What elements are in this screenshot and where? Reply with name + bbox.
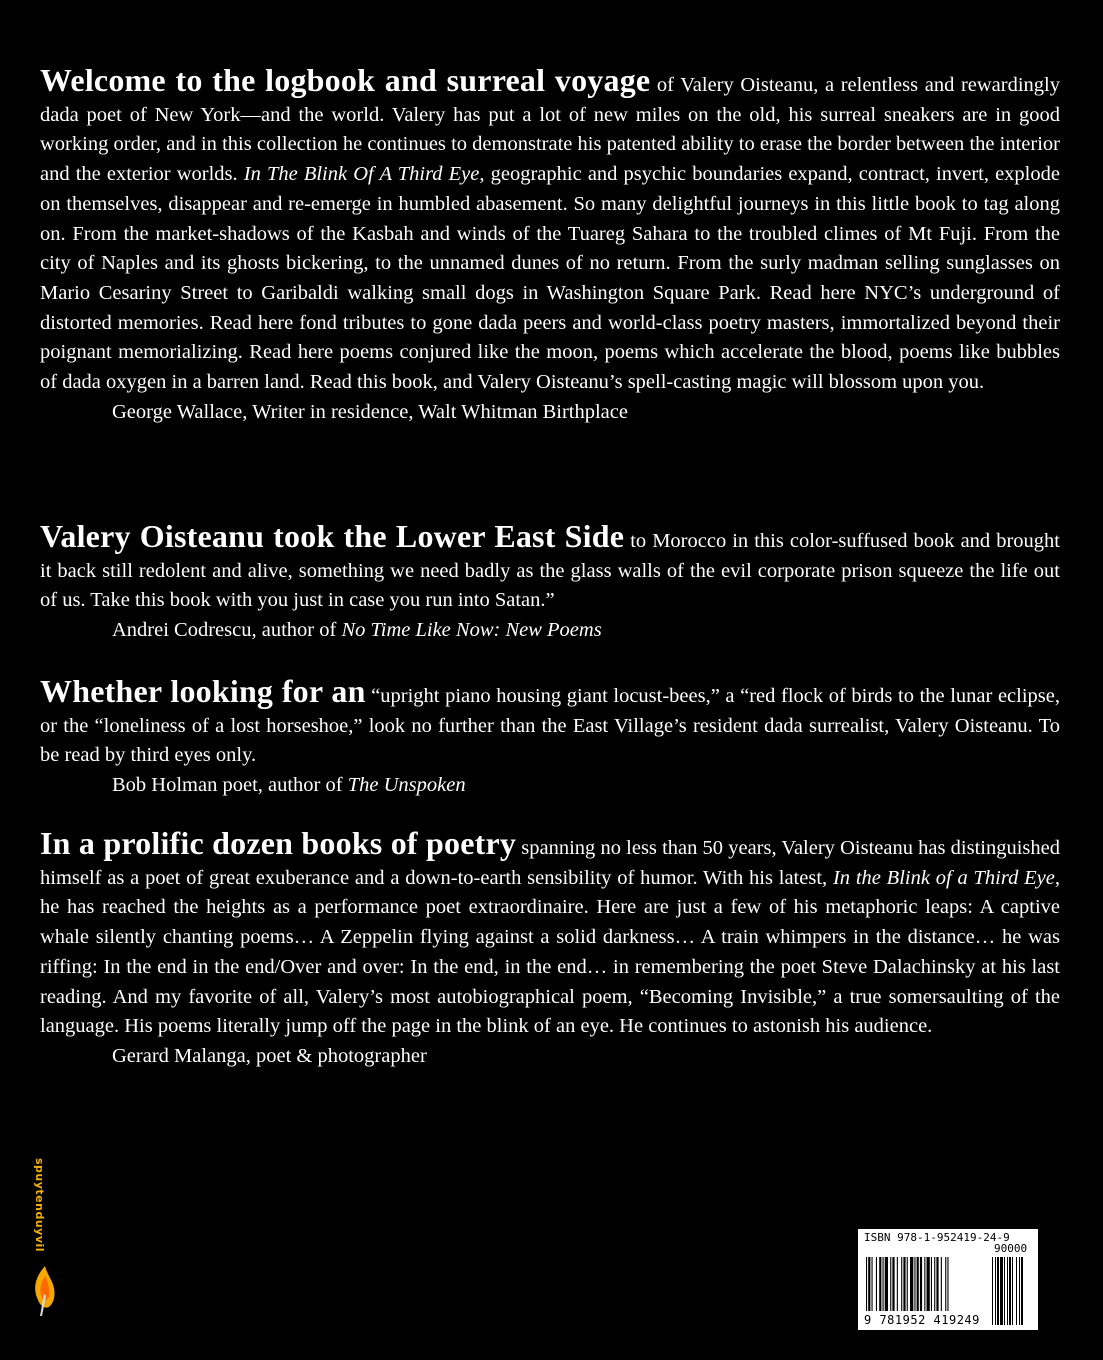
- barcode-bar: [910, 1257, 913, 1311]
- blurb-body: to Morocco in this color-suffused book and brought it back still redolent and alive, something we need badly as the glass walls of the evil corporate prison squeeze the life out of us. Take this book with you just in case you run into Satan.”: [40, 530, 1060, 612]
- barcode-bar: [914, 1257, 915, 1311]
- barcode-addon-bar: [1009, 1257, 1011, 1325]
- blurb-body: of Valery Oisteanu, a relentless and rewardingly dada poet of New York—and the world. Valery has put a lot of new miles on the old, his surreal sneakers are in good working order, and in this collection he continues to demonstrate his patented ability to erase the border between the interior and the exterior worlds.: [40, 74, 1060, 186]
- barcode-bar: [947, 1257, 948, 1311]
- barcode-addon-bar: [997, 1257, 999, 1325]
- barcode-bar: [885, 1257, 888, 1311]
- book-title-italic: In The Blink Of A Third Eye: [243, 163, 480, 186]
- blurb-text: [40, 825, 1060, 1042]
- barcode-bar: [920, 1257, 922, 1311]
- attribution-text: Andrei Codrescu, author of: [112, 619, 342, 642]
- blurb-attribution: [40, 398, 1060, 428]
- blurb-text: [40, 62, 1060, 398]
- blurb-attribution: [40, 771, 1060, 801]
- book-title-italic: In the Blink of a Third Eye: [832, 866, 1055, 889]
- blurb-lead: Valery Oisteanu took the Lower East Side: [40, 518, 625, 554]
- blurb-attribution: [40, 1042, 1060, 1072]
- barcode-bar: [924, 1257, 925, 1311]
- isbn-number: ISBN 978-1-952419-24-9: [864, 1231, 1010, 1244]
- barcode-bar: [879, 1257, 881, 1311]
- barcode-bar: [901, 1257, 902, 1311]
- blurb-body-continued: , geographic and psychic boundaries expand, contract, invert, explode on themselves, disappear and re-emerge in humbled abasement. So many delightful journeys in this little book to tag along on. From the market-shadows of the Kasbah and winds of the Tuareg Sahara to the troubled climes of Mt Fuji. From the city of Naples and its ghosts bickering, to the unnamed dunes of no return. From the surly madman selling sunglasses on Mario Cesariny Street to Garibaldi walking small dogs in Washington Square Park. Read here NYC’s underground of distorted memories. Read here fond tributes to gone dada peers and world-class poetry masters, immortalized beyond their poignant memorializing. Read here poems conjured like the moon, poems which accelerate the blood, poems like bubbles of dada oxygen in a barren land. Read this book, and Valery Oisteanu’s spell-casting magic will blossom upon you.: [40, 163, 1060, 394]
- barcode-bar: [934, 1257, 935, 1311]
- barcode-addon-bar: [1021, 1257, 1023, 1325]
- blurb-lead: Welcome to the logbook and surreal voyage: [40, 62, 651, 98]
- barcode-bar: [868, 1257, 870, 1311]
- attribution-text: Bob Holman poet, author of: [112, 774, 348, 797]
- blurb-bob-holman: [40, 673, 1060, 801]
- barcode-bar: [907, 1257, 908, 1311]
- barcode-addon-bar: [1019, 1257, 1020, 1325]
- barcode-bar: [941, 1257, 942, 1311]
- blurb-text: [40, 673, 1060, 771]
- barcode-addon-bar: [992, 1257, 993, 1325]
- publisher-name: spuytenduyvil: [33, 1158, 46, 1253]
- quill-flame-icon: [28, 1158, 62, 1318]
- barcode-addon-bar: [1000, 1257, 1003, 1325]
- barcode-bar: [872, 1257, 873, 1311]
- barcode-bar: [936, 1257, 938, 1311]
- barcode-bar: [892, 1257, 894, 1311]
- ean-number: 9 781952 419249: [864, 1313, 980, 1327]
- barcode-bar: [917, 1257, 919, 1311]
- barcode-bar: [927, 1257, 930, 1311]
- barcode-bar: [890, 1257, 891, 1311]
- blurb-body: “upright piano housing giant locust-bees,” a “red flock of birds to the lunar eclipse, or the “loneliness of a lost horseshoe,” look no further than the East Village’s resident dada surrealist, Valery Oisteanu. To be read by third eyes only.: [40, 685, 1060, 767]
- barcode-bar: [897, 1257, 898, 1311]
- barcode-addon-bar: [1016, 1257, 1017, 1325]
- barcode-bar: [945, 1257, 946, 1311]
- blurb-gerard-malanga: [40, 825, 1060, 1072]
- blurb-lead: In a prolific dozen books of poetry: [40, 825, 517, 861]
- barcode-addon-bar: [1007, 1257, 1008, 1325]
- blurb-andrei-codrescu: [40, 518, 1060, 646]
- barcode-addon-bar: [1004, 1257, 1005, 1325]
- blurb-george-wallace: [40, 62, 1060, 427]
- barcode-bar: [903, 1257, 905, 1311]
- isbn-barcode: [858, 1229, 1038, 1330]
- barcode-bar: [931, 1257, 932, 1311]
- blurb-body-continued: , he has reached the heights as a performance poet extraordinaire. Here are just a few of his metaphoric leaps: A captive whale silently chanting poems… A Zeppelin flying against a solid darkness… A train whimpers in the distance… he was riffing: In the end in the end/Over and over: In the end, in the end… in remembering the poet Steve Dalachinsky at his last reading. And my favorite of all, Valery’s most autobiographical poem, “Becoming Invisible,” a true somersaulting of the language. His poems literally jump off the page in the blink of an eye. He continues to astonish his audience.: [40, 866, 1060, 1038]
- barcode-bar: [876, 1257, 877, 1311]
- barcode-addon-bar: [995, 1257, 996, 1325]
- barcode-addon-bar: [1012, 1257, 1013, 1325]
- blurb-body: spanning no less than 50 years, Valery Oisteanu has distinguished himself as a poet of great exuberance and a down-to-earth sensibility of humor. With his latest,: [40, 837, 1060, 889]
- blurb-lead: Whether looking for an: [40, 673, 366, 709]
- blurb-attribution: [40, 616, 1060, 646]
- blurb-text: [40, 518, 1060, 616]
- barcode-bar: [883, 1257, 884, 1311]
- attribution-text: Gerard Malanga, poet & photographer: [112, 1044, 427, 1067]
- attribution-italic: No Time Like Now: New Poems: [341, 619, 602, 642]
- attribution-text: George Wallace, Writer in residence, Walt Whitman Birthplace: [112, 400, 628, 423]
- attribution-italic: The Unspoken: [347, 774, 466, 797]
- barcode-bar: [866, 1257, 867, 1311]
- price-code: 90000: [994, 1242, 1028, 1255]
